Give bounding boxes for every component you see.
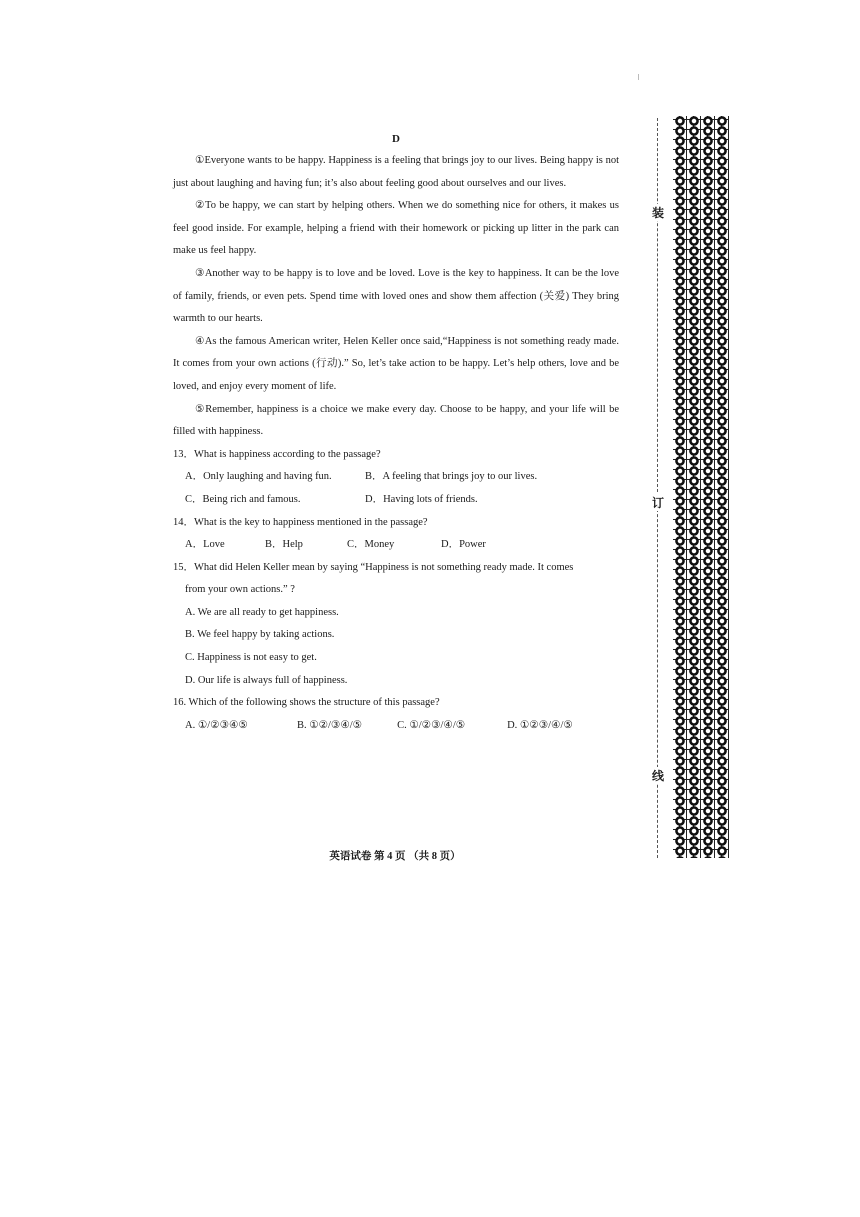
question-15-option-b: B. We feel happy by taking actions. <box>185 629 335 641</box>
question-14-option-b: B．Help <box>265 539 303 551</box>
section-title: D <box>392 133 400 145</box>
question-15 <box>173 557 619 693</box>
question-16-option-c: C. ①/②③/④/⑤ <box>397 719 466 731</box>
question-15-stem: 15．What did Helen Keller mean by saying “Happiness is not something ready made. It comes <box>173 561 574 573</box>
question-16-options <box>173 715 619 738</box>
scan-mark <box>638 74 639 80</box>
binding-dashed-line <box>657 118 658 858</box>
question-13-options-row-2 <box>173 489 619 512</box>
question-14-option-a: A．Love <box>185 539 225 551</box>
page-footer: 英语试卷 第 4 页 （共 8 页） <box>329 851 461 862</box>
binding-label-xian: 线 <box>652 769 665 783</box>
question-13-stem: 13．What is happiness according to the passage? <box>173 448 381 460</box>
question-13-option-c: C．Being rich and famous. <box>185 493 301 505</box>
passage-paragraph-1: ①Everyone wants to be happy. Happiness is a feeling that brings joy to our lives. Being happy is not just about laughing and having fun; it’s also about feeling good about ourselves and our lives. <box>173 155 619 189</box>
binding-margin-pattern <box>673 116 729 858</box>
passage-paragraph-3: ③Another way to be happy is to love and be loved. Love is the key to happiness. It can be the love of family, friends, or even pets. Spend time with loved ones and show them affection (关爱) They bring warmth to our hearts. <box>173 267 619 325</box>
question-15-option-d: D. Our life is always full of happiness. <box>185 674 348 686</box>
question-16-stem: 16. Which of the following shows the structure of this passage? <box>173 697 440 709</box>
question-13-options-row-1 <box>173 466 619 489</box>
question-14 <box>173 512 619 557</box>
passage-paragraph-4: ④As the famous American writer, Helen Keller once said,“Happiness is not something ready made. It comes from your own actions (行动).” So, let’s take action to be happy. Let’s help others, love and be loved, and enjoy every moment of life. <box>173 335 619 392</box>
question-14-options <box>173 534 619 557</box>
question-16-option-a: A. ①/②③④⑤ <box>185 719 248 731</box>
question-15-option-c: C. Happiness is not easy to get. <box>185 652 317 664</box>
binding-label-zhuang: 装 <box>652 206 665 220</box>
passage-paragraph-5: ⑤Remember, happiness is a choice we make every day. Choose to be happy, and your life will be filled with happiness. <box>173 403 619 438</box>
binding-label-ding: 订 <box>652 496 665 510</box>
question-13-option-a: A．Only laughing and having fun. <box>185 471 332 483</box>
question-15-stem-continued: from your own actions.” ? <box>185 584 295 596</box>
question-13-option-d: D．Having lots of friends. <box>365 493 478 505</box>
question-16-option-d: D. ①②③/④/⑤ <box>507 719 573 731</box>
question-13-option-b: B．A feeling that brings joy to our lives. <box>365 471 538 483</box>
question-16-option-b: B. ①②/③④/⑤ <box>296 719 363 731</box>
question-15-option-a: A. We are all ready to get happiness. <box>185 606 339 618</box>
exam-page-content <box>173 128 619 737</box>
passage-paragraph-2: ②To be happy, we can start by helping others. When we do something nice for others, it makes us feel good inside. For example, helping a friend with their homework or picking up litter in the park can make us feel happy. <box>173 200 619 257</box>
question-13 <box>173 444 619 512</box>
question-14-option-d: D．Power <box>441 539 486 551</box>
question-14-option-c: C．Money <box>347 539 395 551</box>
question-14-stem: 14．What is the key to happiness mentioned in the passage? <box>173 516 428 528</box>
question-16 <box>173 692 619 737</box>
